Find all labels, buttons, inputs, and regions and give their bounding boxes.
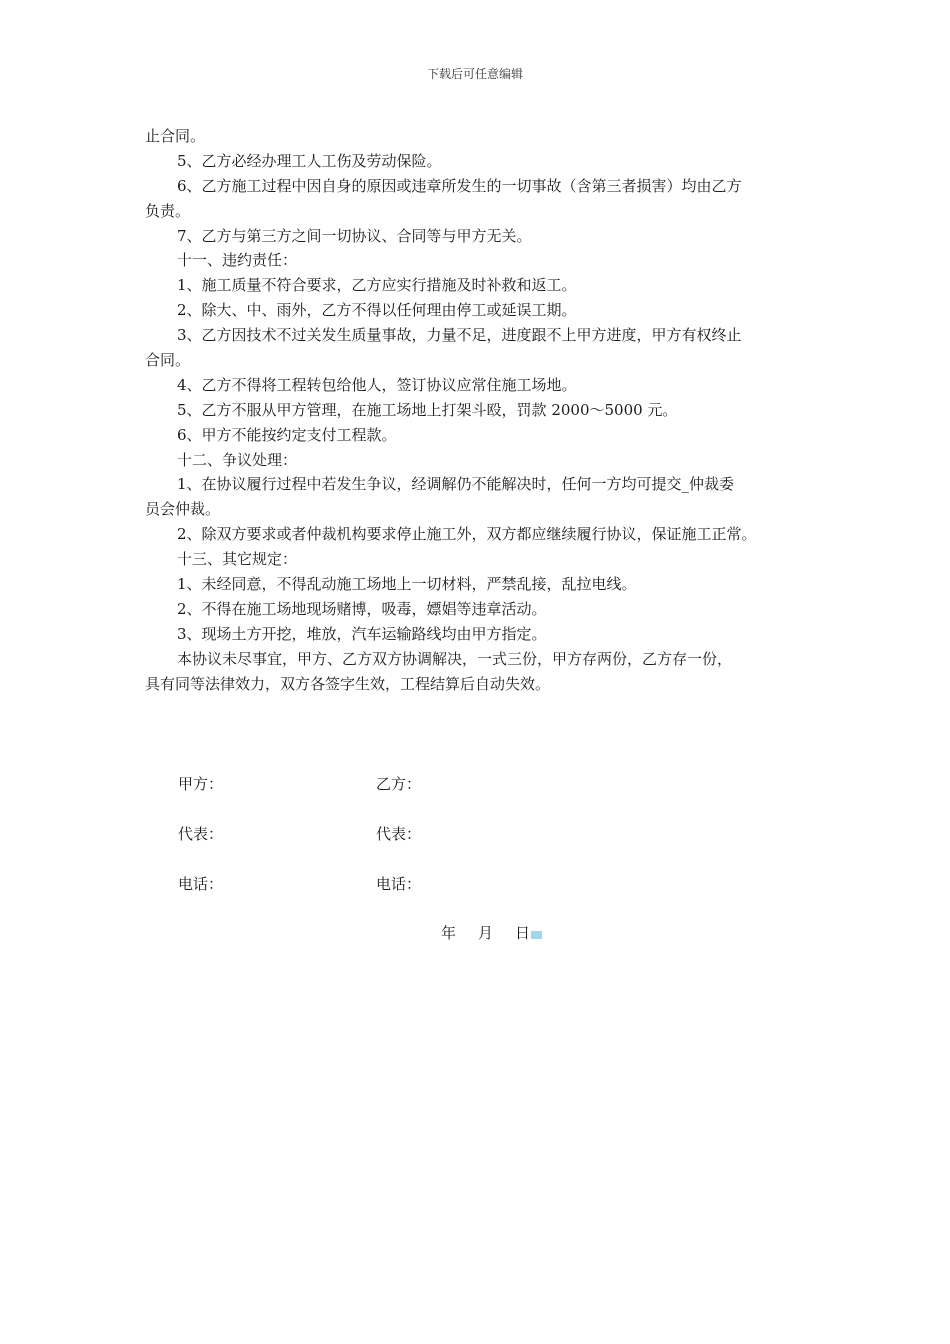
paragraph-line: 合同。 (145, 351, 191, 370)
paragraph-line: 止合同。 (145, 127, 206, 145)
representative-a-label: 代表： (178, 825, 224, 843)
date-line (441, 923, 542, 943)
paragraph-line: 5、乙方不服从甲方管理，在施工场地上打架斗殴，罚款 2000～5000 元。 (177, 400, 678, 419)
paragraph-line: 2、除双方要求或者仲裁机构要求停止施工外，双方都应继续履行协议，保证施工正常。 (177, 525, 757, 544)
paragraph-line: 6、乙方施工过程中因自身的原因或违章所发生的一切事故（含第三者损害）均由乙方 (177, 176, 742, 195)
paragraph-line: 2、除大、中、雨外，乙方不得以任何理由停工或延误工期。 (177, 301, 577, 320)
paragraph-line: 3、乙方因技术不过关发生质量事故，力量不足，进度跟不上甲方进度，甲方有权终止 (177, 326, 742, 345)
date-day: 日 (515, 924, 531, 942)
paragraph-line: 本协议未尽事宜，甲方、乙方双方协调解决，一式三份，甲方存两份，乙方存一份， (177, 649, 733, 668)
paragraph-line: 1、施工质量不符合要求，乙方应实行措施及时补救和返工。 (177, 276, 577, 295)
party-a-label: 甲方： (178, 775, 224, 793)
party-b-label: 乙方： (376, 775, 422, 793)
text-cursor-mark (531, 931, 542, 939)
paragraph-line: 2、不得在施工场地现场赌博，吸毒，嫖娼等违章活动。 (177, 599, 547, 618)
paragraph-line: 1、未经同意，不得乱动施工场地上一切材料，严禁乱接，乱拉电线。 (177, 575, 637, 594)
paragraph-line: 十二、争议处理： (177, 450, 298, 469)
paragraph-line: 7、乙方与第三方之间一切协议、合同等与甲方无关。 (177, 226, 532, 245)
paragraph-line: 4、乙方不得将工程转包给他人，签订协议应常住施工场地。 (177, 375, 577, 394)
paragraph-line: 十三、其它规定： (177, 550, 298, 569)
date-year: 年 (441, 924, 457, 942)
paragraph-line: 员会仲裁。 (145, 500, 221, 519)
paragraph-line: 具有同等法律效力，双方各签字生效，工程结算后自动失效。 (145, 674, 551, 693)
paragraph-line: 十一、违约责任： (177, 251, 298, 270)
paragraph-line: 6、甲方不能按约定支付工程款。 (177, 425, 397, 444)
paragraph-line: 负责。 (145, 201, 191, 220)
paragraph-line: 5、乙方必经办理工人工伤及劳动保险。 (177, 151, 442, 170)
date-month: 月 (478, 924, 494, 942)
phone-a-label: 电话： (178, 875, 224, 893)
phone-b-label: 电话： (376, 875, 422, 893)
representative-b-label: 代表： (376, 825, 422, 843)
paragraph-line: 1、在协议履行过程中若发生争议，经调解仍不能解决时，任何一方均可提交_仲裁委 (177, 475, 735, 494)
paragraph-line: 3、现场土方开挖，堆放，汽车运输路线均由甲方指定。 (177, 624, 547, 643)
page-header: 下载后可任意编辑 (426, 67, 523, 81)
contract-body (145, 124, 825, 696)
